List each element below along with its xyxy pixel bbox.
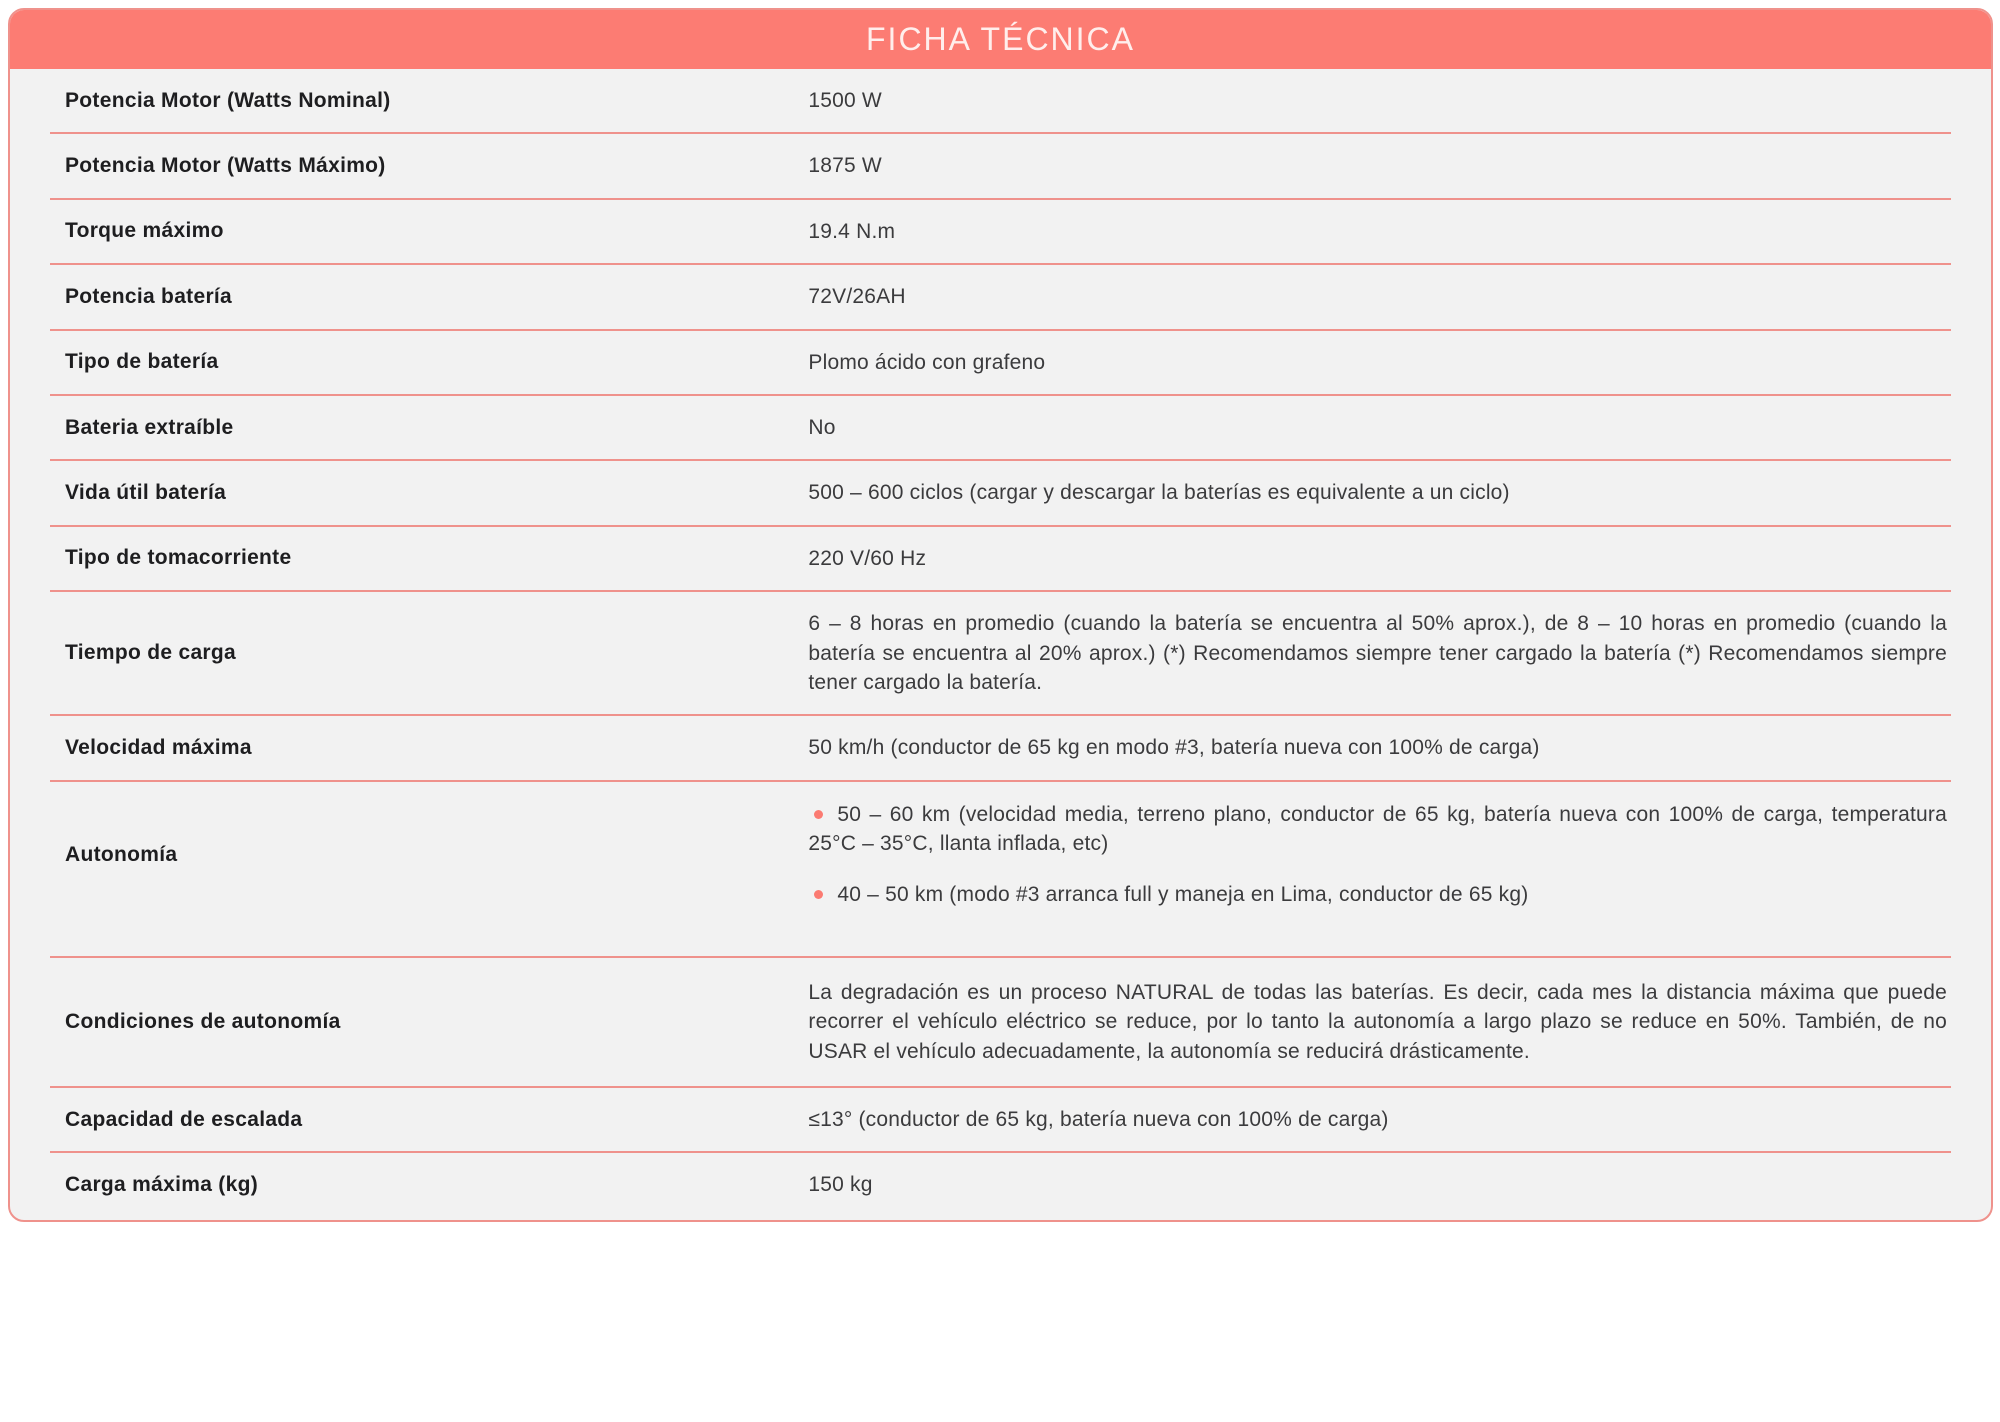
spec-row bbox=[10, 331, 1991, 394]
bullet-icon bbox=[814, 810, 823, 819]
spec-label: Velocidad máxima bbox=[65, 735, 252, 759]
spec-row bbox=[10, 396, 1991, 459]
spec-value: 220 V/60 Hz bbox=[808, 546, 927, 570]
spec-label: Tipo de tomacorriente bbox=[65, 546, 292, 570]
spec-row bbox=[10, 200, 1991, 263]
spec-row bbox=[10, 1153, 1991, 1219]
bullet-item bbox=[808, 880, 1947, 909]
spec-table bbox=[10, 69, 1991, 1220]
spec-row bbox=[10, 716, 1991, 779]
bullet-text: 40 – 50 km (modo #3 arranca full y maneja en Lima, conductor de 65 kg) bbox=[837, 883, 1529, 907]
spec-label: Tiempo de carga bbox=[65, 641, 237, 665]
spec-row bbox=[10, 527, 1991, 590]
spec-row bbox=[10, 1088, 1991, 1151]
spec-row bbox=[10, 782, 1991, 956]
spec-label: Potencia Motor (Watts Máximo) bbox=[65, 154, 386, 178]
spec-label: Tipo de batería bbox=[65, 350, 219, 374]
spec-row bbox=[10, 461, 1991, 524]
spec-value: 500 – 600 ciclos (cargar y descargar la baterías es equivalente a un ciclo) bbox=[808, 481, 1510, 505]
spec-row bbox=[10, 134, 1991, 197]
spec-value: Plomo ácido con grafeno bbox=[808, 350, 1046, 374]
page-title: FICHA TÉCNICA bbox=[866, 20, 1135, 57]
spec-row bbox=[10, 958, 1991, 1086]
spec-label: Torque máximo bbox=[65, 219, 224, 243]
spec-label: Bateria extraíble bbox=[65, 415, 234, 439]
bullet-text: 50 – 60 km (velocidad media, terreno plano, conductor de 65 kg, batería nueva con 100% de carga, temperatura 25°C – 35°C, llanta inflada, etc) bbox=[808, 802, 1947, 856]
spec-value: La degradación es un proceso NATURAL de todas las baterías. Es decir, cada mes la distancia máxima que puede recorrer el vehículo eléctrico se reduce, por lo tanto la autonomía a largo plazo se reduce en 50%. También, de no USAR el vehículo adecuadamente, la autonomía se reducirá drásticamente. bbox=[808, 980, 1947, 1063]
spec-label: Carga máxima (kg) bbox=[65, 1173, 259, 1197]
spec-value: 1500 W bbox=[808, 89, 882, 112]
spec-label: Vida útil batería bbox=[65, 481, 227, 505]
spec-label: Potencia Motor (Watts Nominal) bbox=[65, 88, 391, 112]
bullet-item bbox=[808, 800, 1947, 859]
bullet-icon bbox=[814, 890, 823, 899]
spec-value: 19.4 N.m bbox=[808, 219, 896, 243]
spec-label: Potencia batería bbox=[65, 284, 233, 308]
spec-value: ≤13° (conductor de 65 kg, batería nueva con 100% de carga) bbox=[808, 1108, 1389, 1132]
spec-label: Autonomía bbox=[65, 842, 178, 866]
spec-card bbox=[8, 8, 1993, 1222]
spec-value: 1875 W bbox=[808, 154, 882, 178]
spec-row bbox=[10, 265, 1991, 328]
spec-label: Capacidad de escalada bbox=[65, 1107, 303, 1131]
spec-value bbox=[808, 800, 1947, 910]
spec-row bbox=[10, 592, 1991, 714]
spec-value: 50 km/h (conductor de 65 kg en modo #3, batería nueva con 100% de carga) bbox=[808, 736, 1540, 760]
spec-value: 150 kg bbox=[808, 1173, 873, 1197]
spec-row bbox=[10, 69, 1991, 132]
spec-value: 6 – 8 horas en promedio (cuando la batería se encuentra al 50% aprox.), de 8 – 10 horas en promedio (cuando la batería se encuentra al 20% aprox.) (*) Recomendamos siempre tener cargado la batería (*) Recomendamos siempre tener cargado la batería. bbox=[808, 612, 1947, 694]
spec-header bbox=[9, 9, 1992, 69]
spec-value: No bbox=[808, 415, 836, 439]
spec-value: 72V/26AH bbox=[808, 285, 906, 309]
spec-label: Condiciones de autonomía bbox=[65, 1009, 341, 1033]
